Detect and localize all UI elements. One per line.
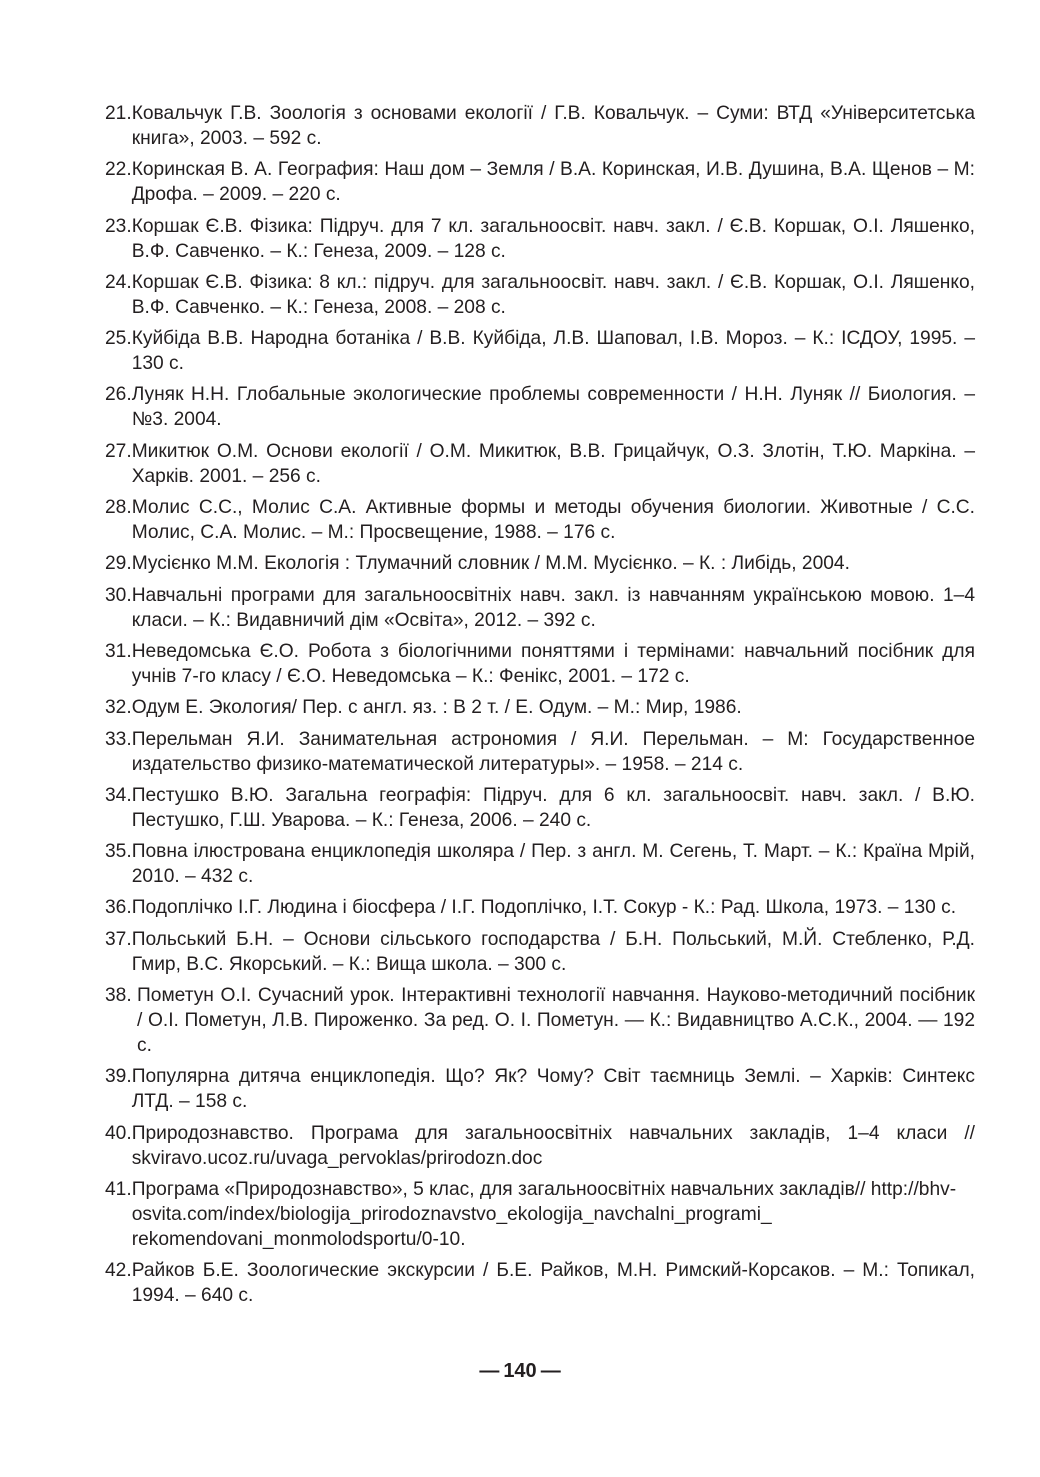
entry-text: Навчальні програми для загальноосвітніх навч. закл. із навчанням українською мовою. 1–4 класи. – К.: Видавничий дім «Освіта», 2012. – 392 с. <box>131 584 975 631</box>
bibliography-entry-23 <box>105 214 975 264</box>
entry-number: 21. <box>105 103 132 124</box>
entry-text: Популярна дитяча енциклопедія. Що? Як? Чому? Світ таємниць Землі. – Харків: Синтекс ЛТД. – 158 с. <box>131 1066 975 1113</box>
entry-number: 37. <box>105 928 132 950</box>
bibliography-entry-36 <box>105 895 975 920</box>
bibliography-entry-28 <box>105 495 975 545</box>
entry-text: Програма «Природознавство», 5 клас, для загальноосвітніх навчальних закладів// http://bhv-osvita.com/index/biologija_prirodoznavstvo_ekologija_navchalni_programi_ rekomendovani_monmolodsportu/0-10. <box>131 1178 957 1250</box>
entry-number: 25. <box>105 328 132 350</box>
entry-text: Мусієнко М.М. Екологія : Тлумачний словник / М.М. Мусієнко. – К. : Либідь, 2004. <box>131 553 850 575</box>
entry-number: 22. <box>105 159 132 181</box>
bibliography-entry-21 <box>105 101 975 151</box>
entry-number: 35. <box>105 841 132 863</box>
entry-text: Куйбіда В.В. Народна ботаніка / В.В. Куйбіда, Л.В. Шаповал, І.В. Мороз. – К.: ІСДОУ, 1995. – 130 с. <box>131 328 975 375</box>
entry-text: Неведомська Є.О. Робота з біологічними поняттями і термінами: навчальний посібник для учнів 7-го класу / Є.О. Неведомська – К.: Фенікс, 2001. – 172 с. <box>131 640 975 687</box>
footer-dash-right: — <box>540 1360 561 1382</box>
entry-number: 38. <box>105 985 138 1007</box>
entry-number: 34. <box>105 784 132 806</box>
bibliography-entry-35 <box>105 839 975 889</box>
entry-text: Коршак Є.В. Фізика: 8 кл.: підруч. для загальноосвіт. навч. закл. / Є.В. Коршак, О.І. Ляшенко, В.Ф. Савченко. – К.: Генеза, 2008. – 208 с. <box>131 271 975 318</box>
entry-text: Подоплічко І.Г. Людина і біосфера / І.Г. Подоплічко, І.Т. Сокур - К.: Рад. Школа, 1973. – 130 с. <box>131 897 957 919</box>
entry-number: 24. <box>105 271 132 293</box>
entry-number: 41. <box>105 1178 132 1200</box>
page-number-footer <box>0 1357 1040 1385</box>
entry-text: Коршак Є.В. Фізика: Підруч. для 7 кл. загальноосвіт. навч. закл. / Є.В. Коршак, О.І. Ляшенко, В.Ф. Савченко. – К.: Генеза, 2009. – 128 с. <box>131 215 975 262</box>
bibliography-entry-22 <box>105 157 975 207</box>
bibliography-entry-26 <box>105 382 975 432</box>
entry-text: Пестушко В.Ю. Загальна географія: Підруч. для 6 кл. загальноосвіт. навч. закл. / В.Ю. Пестушко, Г.Ш. Уварова. – К.: Генеза, 2006. – 240 с. <box>131 784 975 831</box>
entry-text: Коринская В. А. География: Наш дом – Земля / В.А. Коринская, И.В. Душина, В.А. Щенов – М: Дрофа. – 2009. – 220 с. <box>131 159 975 206</box>
entry-number: 29. <box>105 553 132 575</box>
entry-number: 31. <box>105 640 132 662</box>
page-number: 140 <box>503 1360 537 1382</box>
bibliography-entry-29 <box>105 551 975 576</box>
bibliography-entry-31 <box>105 639 975 689</box>
entry-number: 23. <box>105 215 132 237</box>
entry-number: 27. <box>105 440 132 462</box>
entry-number: 39. <box>105 1066 132 1088</box>
entry-text: Одум Е. Экология/ Пер. с англ. яз. : В 2 т. / Е. Одум. – М.: Мир, 1986. <box>131 697 742 719</box>
entry-number: 28. <box>105 497 132 519</box>
bibliography-entry-38 <box>105 983 975 1058</box>
entry-number: 40. <box>105 1122 132 1144</box>
bibliography-list <box>105 101 975 1315</box>
entry-text: Природознавство. Програма для загальноосвітніх навчальних закладів, 1–4 класи // skviravo.ucoz.ru/uvaga_pervoklas/prirodozn.doc <box>131 1122 975 1169</box>
entry-text: Райков Б.Е. Зоологические экскурсии / Б.Е. Райков, М.Н. Римский-Корсаков. – М.: Топикал, 1994. – 640 с. <box>131 1260 975 1307</box>
entry-text: Перельман Я.И. Занимательная астрономия / Я.И. Перельман. – М: Государственное издательство физико-математической литературы». – 1958. – 214 с. <box>131 728 975 775</box>
bibliography-entry-41 <box>105 1177 975 1252</box>
entry-text: Повна ілюстрована енциклопедія школяра / Пер. з англ. М. Сегень, Т. Март. – К.: Країна Мрій, 2010. – 432 с. <box>131 841 975 888</box>
entry-text: Молис С.С., Молис С.А. Активные формы и методы обучения биологии. Животные / С.С. Молис, С.А. Молис. – М.: Просвещение, 1988. – 176 с. <box>131 497 975 544</box>
entry-text: Микитюк О.М. Основи екології / О.М. Микитюк, В.В. Грицайчук, О.З. Злотін, Т.Ю. Маркіна. – Харків. 2001. – 256 с. <box>131 440 975 487</box>
entry-text: Луняк Н.Н. Глобальные экологические проблемы современности / Н.Н. Луняк // Биология. – №3. 2004. <box>131 384 975 431</box>
bibliography-entry-33 <box>105 727 975 777</box>
footer-dash-left: — <box>479 1360 500 1382</box>
bibliography-entry-39 <box>105 1064 975 1114</box>
entry-number: 30. <box>105 584 132 606</box>
entry-text: Ковальчук Г.В. Зоологія з основами екології / Г.В. Ковальчук. – Суми: ВТД «Університетська книга», 2003. – 592 с. <box>131 103 975 149</box>
entry-number: 26. <box>105 384 132 406</box>
bibliography-entry-30 <box>105 583 975 633</box>
bibliography-entry-27 <box>105 439 975 489</box>
bibliography-entry-32 <box>105 695 975 720</box>
entry-number: 42. <box>105 1260 132 1282</box>
bibliography-entry-25 <box>105 326 975 376</box>
entry-number: 33. <box>105 728 132 750</box>
entry-text: Польський Б.Н. – Основи сільського господарства / Б.Н. Польський, М.Й. Стебленко, Р.Д. Гмир, В.С. Якорський. – К.: Вища школа. – 300 с. <box>131 928 975 975</box>
bibliography-entry-42 <box>105 1258 975 1308</box>
bibliography-entry-37 <box>105 927 975 977</box>
bibliography-entry-34 <box>105 783 975 833</box>
entry-number: 32. <box>105 697 132 719</box>
entry-text: Пометун О.І. Сучасний урок. Інтерактивні технології навчання. Науково-методичний посібник / О.І. Пометун, Л.В. Пироженко. За ред. О. І. Пометун. — К.: Видавництво А.С.К., 2004. — 192 с. <box>137 985 975 1057</box>
entry-number: 36. <box>105 897 132 919</box>
bibliography-entry-40 <box>105 1121 975 1171</box>
bibliography-entry-24 <box>105 270 975 320</box>
